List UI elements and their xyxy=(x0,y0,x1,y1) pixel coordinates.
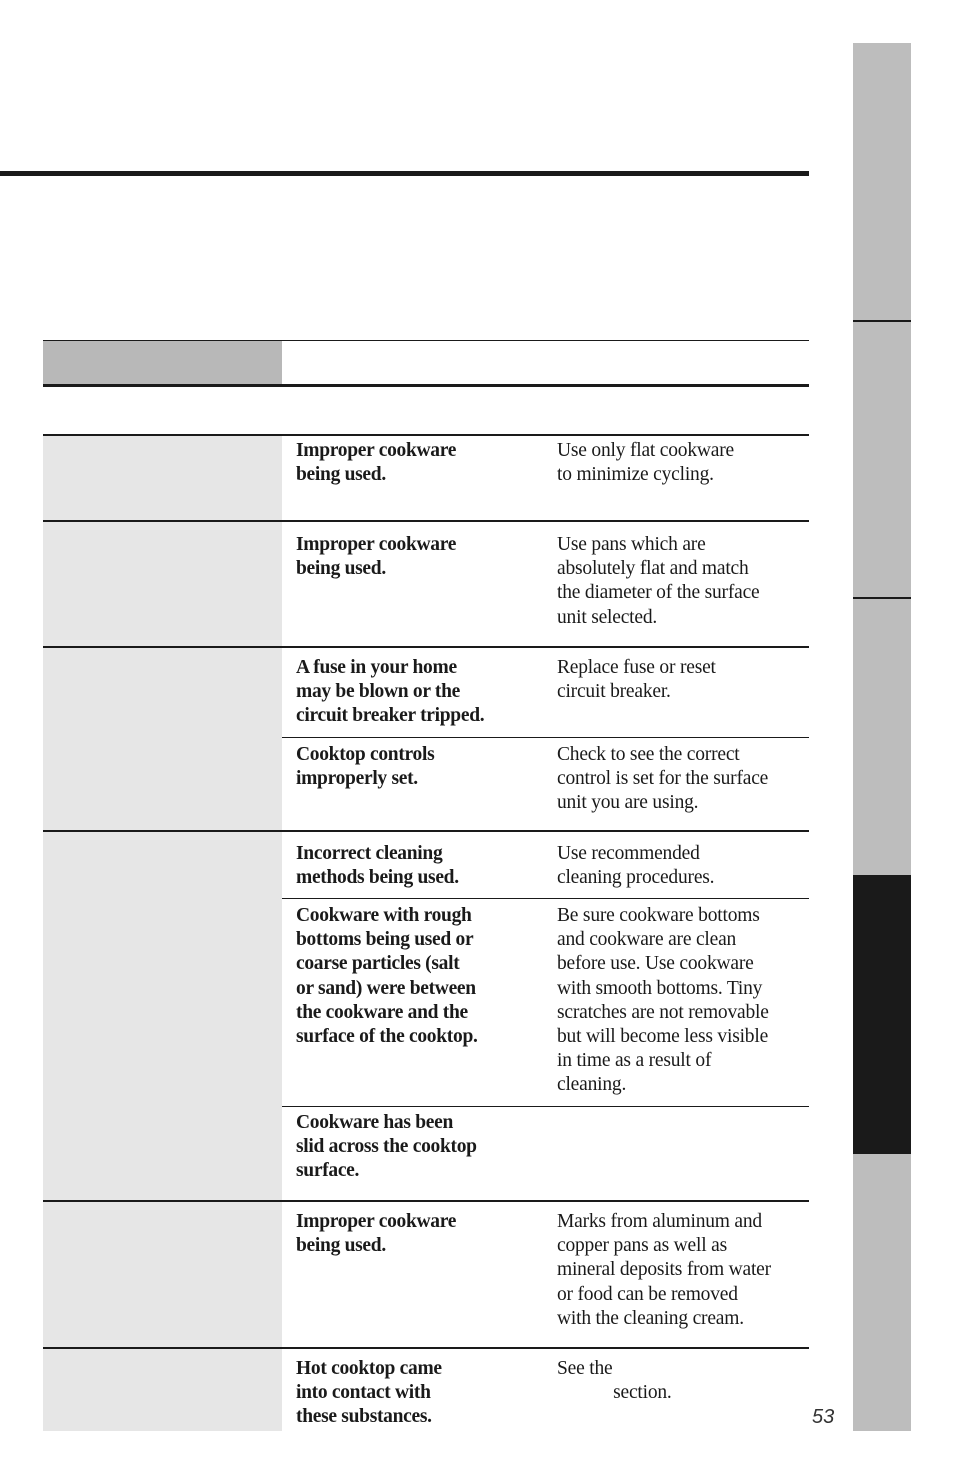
cause-text: Cooktop controls improperly set. xyxy=(296,744,435,790)
cause-text: Improper cookware being used. xyxy=(296,534,457,580)
row-divider xyxy=(43,830,809,832)
section-tab-1 xyxy=(853,43,911,321)
cause-text: Hot cooktop came into contact with these substances. xyxy=(296,1358,442,1428)
cause-text: Cookware with rough bottoms being used or coarse particles (salt or sand) were between the cookware and the surface of the cooktop. xyxy=(296,905,478,1048)
section-tab-active xyxy=(853,875,911,1154)
cause-text: Cookware has been slid across the cooktop surface. xyxy=(296,1112,477,1182)
cause-text: Improper cookware being used. xyxy=(296,1211,457,1257)
cause-text: Incorrect cleaning methods being used. xyxy=(296,843,459,889)
fix-text: Check to see the correct control is set for the surface unit you are using. xyxy=(557,744,769,814)
problem-cell xyxy=(43,1202,282,1347)
problem-cell xyxy=(43,522,282,646)
row-divider xyxy=(43,1200,809,1202)
section-tab-2 xyxy=(853,322,911,598)
problem-cell xyxy=(43,1349,282,1431)
table-header-bottom-rule xyxy=(43,384,809,387)
row-divider xyxy=(43,646,809,648)
section-tab-3 xyxy=(853,599,911,875)
fix-text: Be sure cookware bottoms and cookware are clean before use. Use cookware with smooth bottoms. Tiny scratches are not removable but will become less visible in time as a result of cleaning. xyxy=(557,905,769,1096)
fix-text: Use recommended cleaning procedures. xyxy=(557,843,715,889)
page-number: 53 xyxy=(812,1406,835,1428)
fix-text: Use pans which are absolutely flat and match the diameter of the surface unit selected. xyxy=(557,534,760,628)
table-header-problem-cell xyxy=(43,341,282,384)
fix-text: See the section. xyxy=(557,1358,672,1404)
row-divider xyxy=(43,1347,809,1349)
top-rule xyxy=(0,171,809,176)
fix-text: Marks from aluminum and copper pans as well as mineral deposits from water or food can be removed with the cleaning cream. xyxy=(557,1211,771,1329)
subrow-divider xyxy=(282,898,809,899)
section-tab-5 xyxy=(853,1154,911,1431)
subrow-divider xyxy=(282,737,809,738)
problem-cell xyxy=(43,648,282,830)
fix-text: Use only flat cookware to minimize cycling. xyxy=(557,440,734,486)
problem-cell xyxy=(43,832,282,1200)
fix-text: Replace fuse or reset circuit breaker. xyxy=(557,657,716,703)
cause-text: A fuse in your home may be blown or the circuit breaker tripped. xyxy=(296,657,485,727)
problem-cell xyxy=(43,436,282,520)
row-divider xyxy=(43,434,809,436)
subrow-divider xyxy=(282,1106,809,1107)
row-divider xyxy=(43,520,809,522)
cause-text: Improper cookware being used. xyxy=(296,440,457,486)
